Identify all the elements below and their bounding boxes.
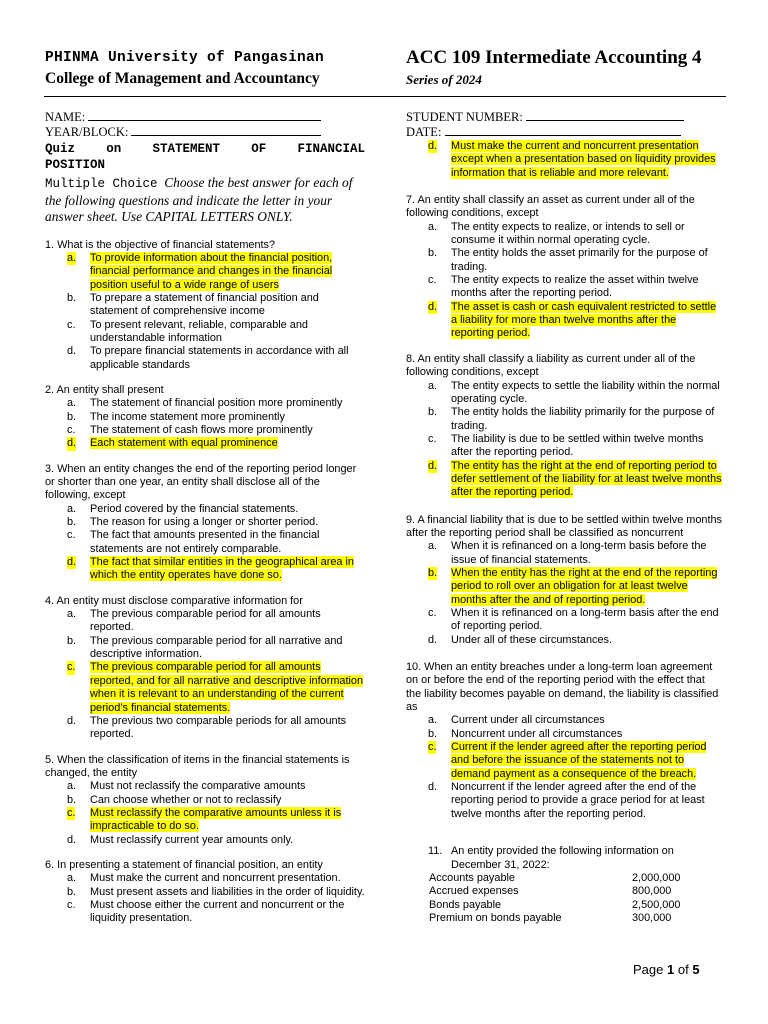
q5-option-d: d. Must reclassify current year amounts only. [67,833,294,846]
q9-option-a: a. When it is refinanced on a long-term basis before the issue of financial statements. [428,540,707,566]
question-4: 4. An entity must disclose comparative information for a. The previous comparable period for all amounts reported. b. The previous comparable period for all narrative and descriptive information. c. The previous comparable period for all amounts reported, and for all narrative and descriptive information when it is relevant to an understanding of the current period’s financial statements. d. The previous two comparable periods for all amounts reported. [45,594,364,741]
q3-option-b: b. The reason for using a longer or shorter period. [67,516,319,529]
q7-option-c: c. The entity expects to realize the asset within twelve months after the reporting period. [428,274,699,300]
q9-option-b: b. When the entity has the right at the end of the reporting period to roll over an obligation for at least twelve months after the and of reporting period. [428,566,718,606]
question-8: 8. An entity shall classify a liability as current under all of the following conditions, except a. The entity expects to settle the liability within the normal operating cycle. b. The entity holds the liability primarily for the purpose of trading. c. The liability is due to be settled within twelve months after the reporting period. d. The entity has the right at the end of reporting period to defer settlement of the liability for at least twelve months after the reporting period. [406,352,722,499]
q2-option-a: a. The statement of financial position more prominently [67,397,343,410]
college-name: College of Management and Accountancy [45,70,320,87]
q1-option-b: b. To prepare a statement of financial position and statement of comprehensive income [67,291,319,318]
name-line [88,110,321,121]
q3-option-d: d. The fact that similar entities in the geographical area in which the entity operates have done so. [67,556,354,582]
question-11 [406,845,722,925]
q8-option-a: a. The entity expects to settle the liability within the normal operating cycle. [428,379,720,405]
q8-option-d: d. The entity has the right at the end of reporting period to defer settlement of the liability for at least twelve months after the reporting period. [428,459,722,499]
q11-row: Premium on bonds payable 300,000 [429,911,672,924]
header-rule [44,96,726,97]
student-number-line [526,110,684,121]
question-6-cont [406,140,722,180]
student-number-field: STUDENT NUMBER: [406,110,722,125]
question-5: 5. When the classification of items in the financial statements is changed, the entity a. Must not reclassify the comparative amounts b. Can choose whether or not to reclassify c. Must reclassify the comparative amounts unless it is impracticable to do so. d. Must reclassify current year amounts only. [45,754,365,847]
year-block-field: YEAR/BLOCK: [45,125,365,140]
q7-option-a: a. The entity expects to realize, or intends to sell or consume it within normal operating cycle. [428,220,685,247]
course-title: ACC 109 Intermediate Accounting 4 [406,47,702,68]
q6-option-c: c. Must choose either the current and noncurrent or the liquidity presentation. [67,898,345,925]
left-column [45,110,365,926]
q10-option-b: b. Noncurrent under all circumstances [428,727,623,740]
year-block-line [131,125,321,136]
q6-option-a: a. Must make the current and noncurrent presentation. [67,872,341,885]
q9-option-c: c. When it is refinanced on a long-term basis after the end of reporting period. [428,607,719,633]
q5-option-b: b. Can choose whether or not to reclassify [67,793,282,806]
question-9: 9. A financial liability that is due to be settled within twelve months after the reporting period shall be classified as noncurrent a. When it is refinanced on a long-term basis before the issue of financial statements. b. When the entity has the right at the end of the reporting period to roll over an obligation for at least twelve months after the and of reporting period. c. When it is refinanced on a long-term basis after the end of reporting period. d. Under all of these circumstances. [406,513,723,646]
q11-row: Accrued expenses 800,000 [429,885,672,898]
q4-option-b: b. The previous comparable period for all narrative and descriptive information. [67,634,343,661]
quiz-title-cont: POSITION [45,158,106,172]
q11-table [406,872,722,925]
q10-option-d: d. Noncurrent if the lender agreed after the end of the reporting period to provide a grace period for at least twelve months after the reporting period. [428,781,705,820]
q6-option-b: b. Must present assets and liabilities in the order of liquidity. [67,885,365,898]
q5-option-c: c. Must reclassify the comparative amounts unless it is impracticable to do so. [67,806,342,833]
q4-option-d: d. The previous two comparable periods for all amounts reported. [67,714,347,741]
question-7: 7. An entity shall classify an asset as current under all of the following conditions, except a. The entity expects to realize, or intends to sell or consume it within normal operating cycle. b. The entity holds the asset primarily for the purpose of trading. c. The entity expects to realize the asset within twelve months after the reporting period. d. The asset is cash or cash equivalent restricted to settle a liability for more than twelve months after the reporting period. [406,194,722,341]
q4-option-a: a. The previous comparable period for all amounts reported. [67,608,321,634]
q8-option-c: c. The liability is due to be settled within twelve months after the reporting period. [428,432,704,459]
date-line [445,125,681,136]
q11-row: Accounts payable 2,000,000 [429,871,681,884]
q3-option-c: c. The fact that amounts presented in the financial statements are not entirely comparable. [67,529,320,555]
series-label: Series of 2024 [406,72,482,87]
quiz-title: Quiz on STATEMENT OF FINANCIAL [45,142,365,156]
q7-option-d: d. The asset is cash or cash equivalent restricted to settle a liability for more than twelve months after the reporting period. [428,300,717,340]
right-column [406,110,722,925]
q4-option-c: c. The previous comparable period for all amounts reported, and for all narrative and descriptive information when it is relevant to an understanding of the current period’s financial statements. [67,661,364,714]
name-field: NAME: [45,110,365,125]
question-3: 3. When an entity changes the end of the reporting period longer or shorter than one year, an entity shall disclose all of the following, except a. Period covered by the financial statements. b. The reason for using a longer or shorter period. c. The fact that amounts presented in the financial statements are not entirely comparable. d. The fact that similar entities in the geographical area in which the entity operates have done so. [45,463,365,583]
q1-option-c: c. To present relevant, reliable, comparable and understandable information [67,318,308,344]
q11-row: Bonds payable 2,500,000 [429,898,681,911]
q10-option-a: a. Current under all circumstances [428,714,605,727]
q3-option-a: a. Period covered by the financial statements. [67,502,299,515]
university-name: PHINMA University of Pangasinan [45,50,325,66]
q8-option-b: b. The entity holds the liability primarily for the purpose of trading. [428,406,715,432]
question-2: 2. An entity shall present a. The statement of financial position more prominently b. The income statement more prominently c. The statement of cash flows more prominently d. Each statement with equal prominence [45,384,365,451]
q1-option-d: d. To prepare financial statements in accordance with all applicable standards [67,345,349,371]
q11-stem: 11. An entity provided the following information on December 31, 2022: [428,845,674,871]
instructions: Multiple Choice Choose the best answer for each of the following questions and indicate the letter in your answer sheet. Use CAPITAL LETTERS ONLY. [45,175,353,224]
q2-option-b: b. The income statement more prominently [67,410,285,423]
q10-option-c: c. Current if the lender agreed after the reporting period and before the issuance of the statements not to demand payment as a consequence of the breach. [428,741,707,780]
page-number: Page 1 of 5 [633,962,700,977]
question-10: 10. When an entity breaches under a long-term loan agreement on or before the end of the reporting period with the effect that the liability becomes payable on demand, the liability is classified as a. Current under all circumstances b. Noncurrent under all circumstances c. Current if the lender agreed after the reporting period and before the issuance of the statements not to demand payment as a consequence of the breach. d. Noncurrent if the lender agreed after the end of the reporting period to provide a grace period for at least twelve months after the reporting period. [406,661,722,821]
q6-option-d: d. Must make the current and noncurrent presentation except when a presentation based on liquidity provides information that is reliable and more relevant. [428,140,716,179]
q9-option-d: d. Under all of these circumstances. [428,633,613,646]
question-6: 6. In presenting a statement of financial position, an entity a. Must make the current and noncurrent presentation. b. Must present assets and liabilities in the order of liquidity. c. Must choose either the current and noncurrent or the liquidity presentation. [45,858,365,925]
date-field: DATE: [406,125,722,140]
q2-option-c: c. The statement of cash flows more prominently [67,423,313,436]
q1-option-a: a. To provide information about the financial position, financial performance and changes in the financial position useful to a wide range of users [67,251,333,291]
q7-option-b: b. The entity holds the asset primarily for the purpose of trading. [428,247,708,273]
q2-option-d: d. Each statement with equal prominence [67,437,278,450]
question-1: 1. What is the objective of financial statements? a. To provide information about the financial position, financial performance and changes in the financial position useful to a wide range of users b. To prepare a statement of financial position and statement of comprehensive income c. To present relevant, reliable, comparable and understandable information d. To prepare financial statements in accordance with all applicable standards [45,239,365,372]
q5-option-a: a. Must not reclassify the comparative amounts [67,780,306,793]
